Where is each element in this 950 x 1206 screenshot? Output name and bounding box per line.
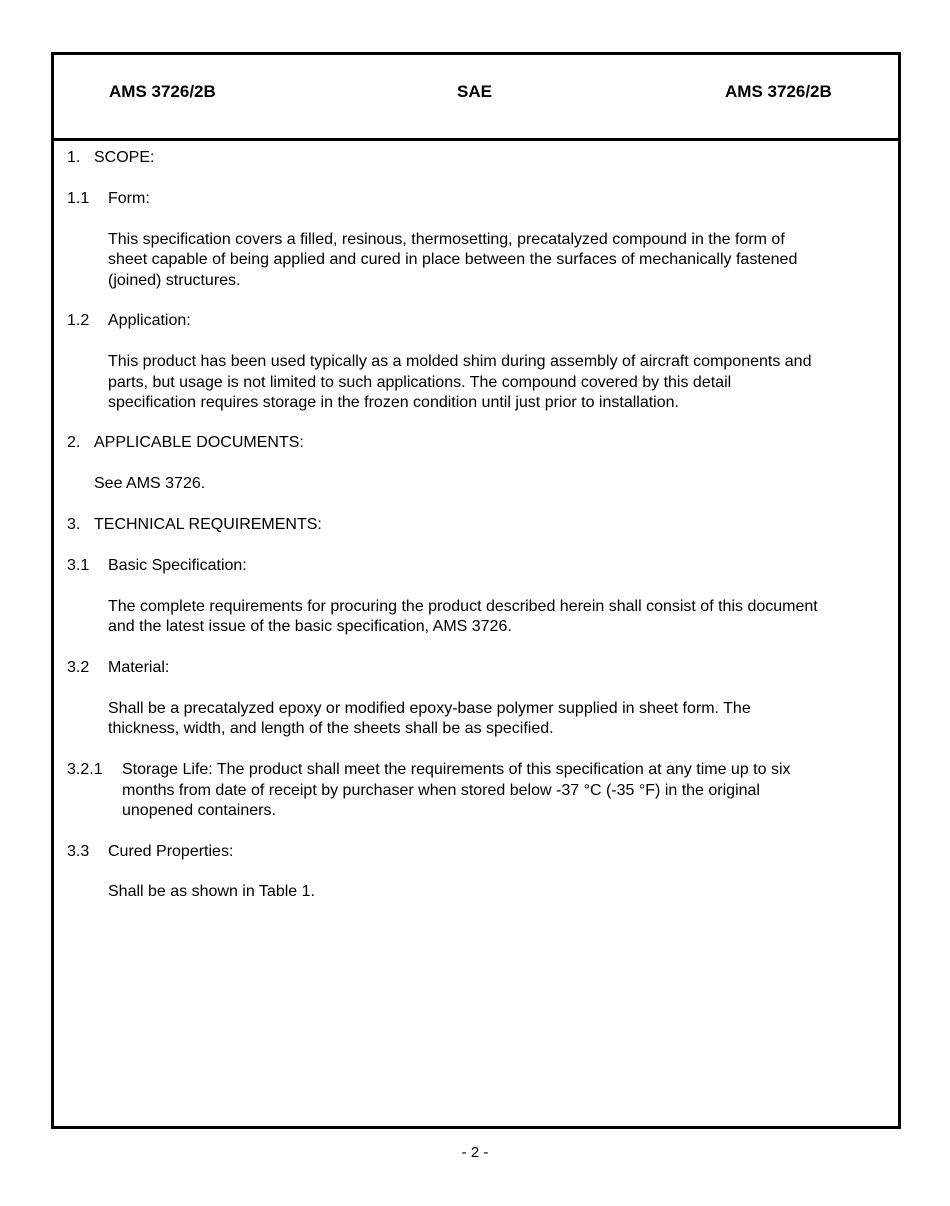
header-organization: SAE — [457, 82, 492, 101]
page-number: - 2 - — [461, 1144, 489, 1161]
section-number: 2. — [67, 434, 81, 451]
paragraph-line: (joined) structures. — [108, 272, 241, 289]
paragraph-line: This specification covers a filled, resinous, thermosetting, precatalyzed compound in the form of — [108, 231, 785, 248]
paragraph-line: Shall be as shown in Table 1. — [108, 883, 315, 900]
section-heading: Application: — [108, 312, 191, 329]
header-doc-number-left: AMS 3726/2B — [109, 82, 216, 101]
section-heading: TECHNICAL REQUIREMENTS: — [94, 516, 322, 533]
header-doc-number-right: AMS 3726/2B — [725, 82, 832, 101]
paragraph-line: Storage Life: The product shall meet the requirements of this specification at any time up to six — [122, 761, 791, 778]
paragraph-line: parts, but usage is not limited to such applications. The compound covered by this detail — [108, 374, 732, 391]
section-number: 1. — [67, 149, 81, 166]
page-header — [54, 55, 898, 141]
paragraph-line: unopened containers. — [122, 802, 276, 819]
section-heading: SCOPE: — [94, 149, 155, 166]
section-number: 3.2 — [67, 659, 90, 676]
section-number: 1.2 — [67, 312, 90, 329]
section-number: 3.2.1 — [67, 761, 103, 778]
section-number: 3.3 — [67, 843, 90, 860]
paragraph-line: thickness, width, and length of the sheets shall be as specified. — [108, 720, 554, 737]
section-number: 3. — [67, 516, 81, 533]
section-number: 1.1 — [67, 190, 90, 207]
paragraph-line: and the latest issue of the basic specification, AMS 3726. — [108, 618, 512, 635]
paragraph-line: sheet capable of being applied and cured in place between the surfaces of mechanically fastened — [108, 251, 798, 268]
paragraph-line: Shall be a precatalyzed epoxy or modified epoxy-base polymer supplied in sheet form. The — [108, 700, 751, 717]
section-number: 3.1 — [67, 557, 90, 574]
section-heading: APPLICABLE DOCUMENTS: — [94, 434, 304, 451]
section-heading: Material: — [108, 659, 170, 676]
paragraph-line: See AMS 3726. — [94, 475, 206, 492]
section-heading: Form: — [108, 190, 150, 207]
section-heading: Basic Specification: — [108, 557, 247, 574]
section-heading: Cured Properties: — [108, 843, 234, 860]
paragraph-line: The complete requirements for procuring the product described herein shall consist of this document — [108, 598, 818, 615]
paragraph-line: specification requires storage in the frozen condition until just prior to installation. — [108, 394, 679, 411]
paragraph-line: This product has been used typically as a molded shim during assembly of aircraft components and — [108, 353, 812, 370]
page-frame — [51, 52, 901, 1129]
paragraph-line: months from date of receipt by purchaser when stored below -37 °C (-35 °F) in the original — [122, 782, 760, 799]
